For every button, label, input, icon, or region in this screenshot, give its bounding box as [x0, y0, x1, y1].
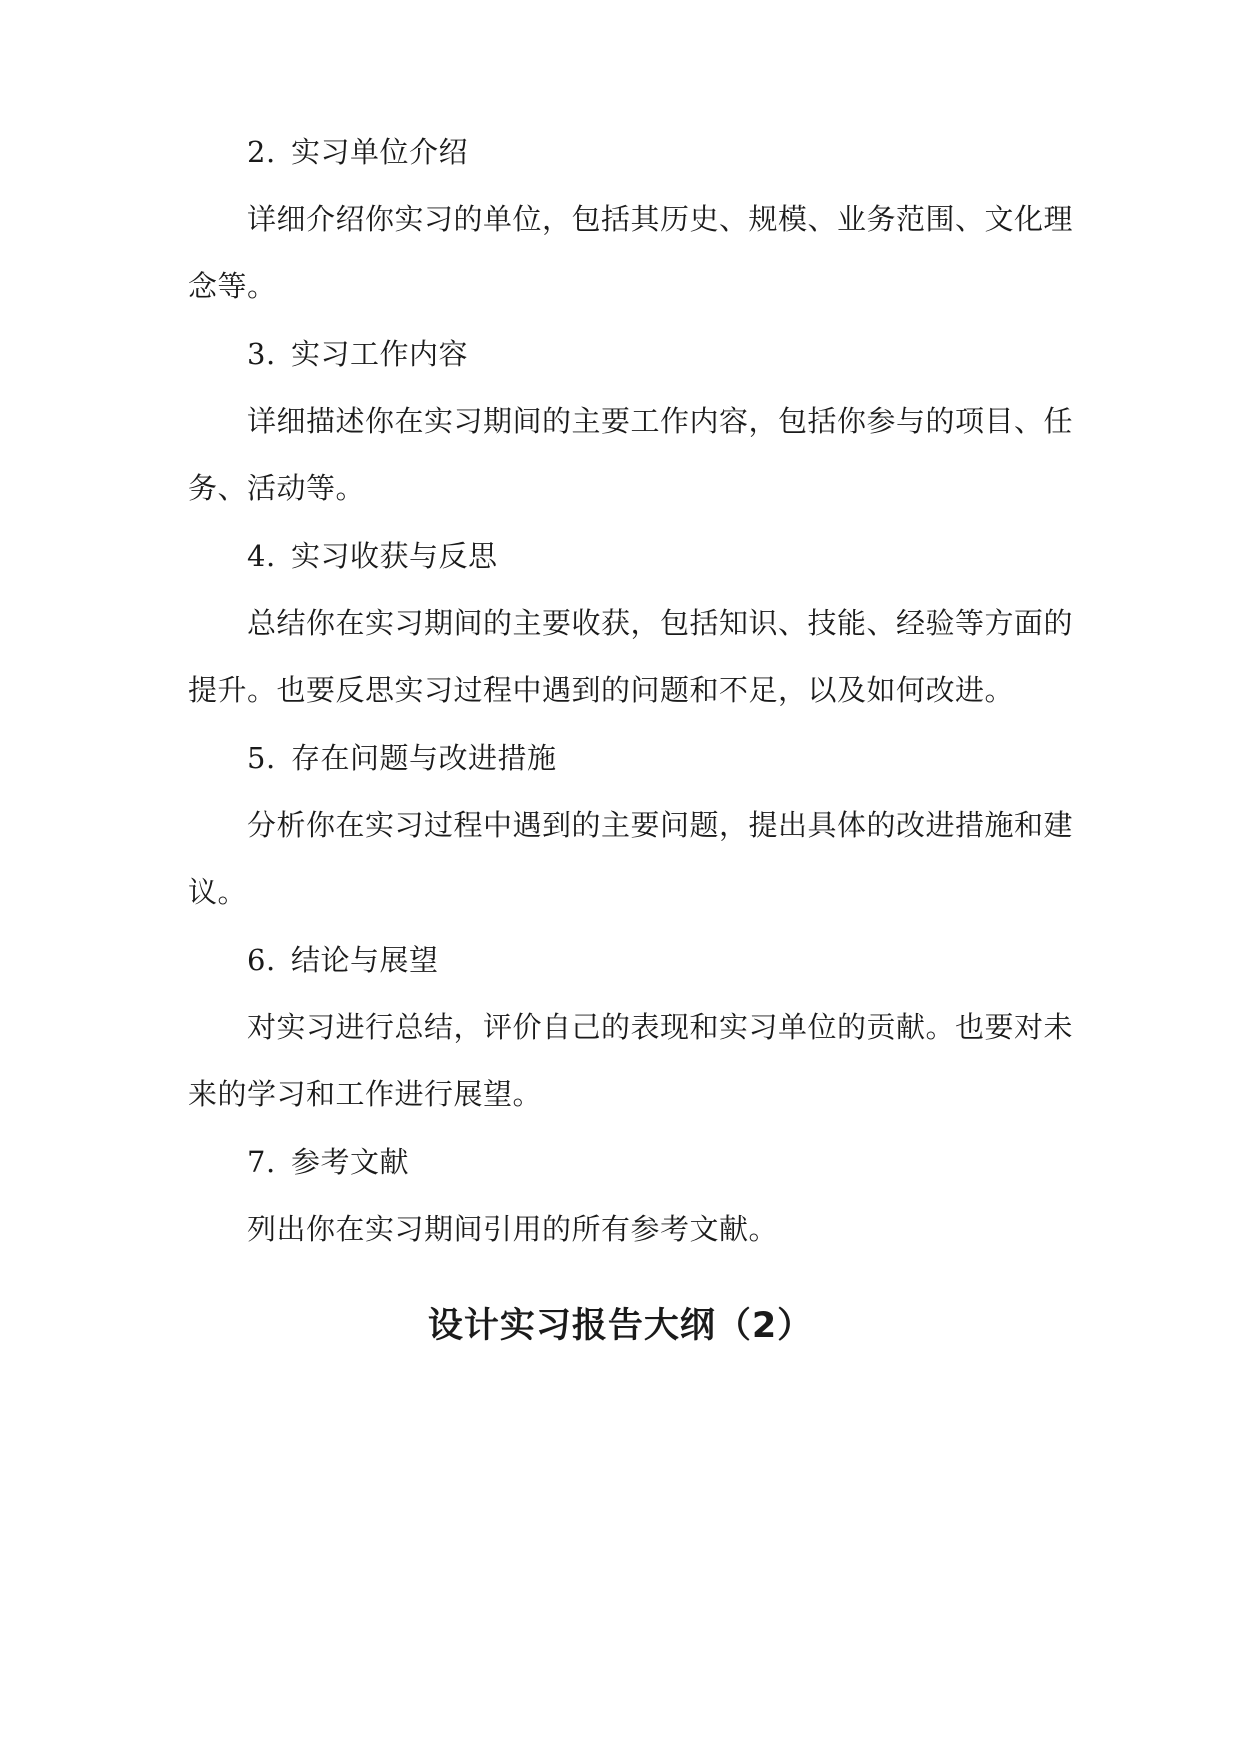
section-number: 7. [247, 1145, 276, 1179]
section-heading [247, 940, 1117, 980]
section-heading [247, 738, 1117, 778]
paragraph-line: 对实习进行总结，评价自己的表现和实习单位的贡献。也要对未 [247, 1010, 1074, 1044]
section-title: 参考文献 [291, 1145, 410, 1179]
paragraph-line: 总结你在实习期间的主要收获，包括知识、技能、经验等方面的 [247, 606, 1074, 640]
section-heading [247, 132, 1117, 172]
document-title: 设计实习报告大纲（2） [427, 1306, 814, 1346]
section-number: 6. [247, 943, 276, 977]
paragraph-line: 列出你在实习期间引用的所有参考文献。 [247, 1212, 779, 1246]
section-title: 结论与展望 [291, 943, 439, 977]
section-heading [247, 536, 1117, 576]
section-number: 5. [247, 741, 276, 775]
section-heading [247, 334, 1117, 374]
section-number: 4. [247, 539, 276, 573]
section-number: 2. [247, 135, 276, 169]
section-title: 实习单位介绍 [291, 135, 469, 169]
paragraph-line: 来的学习和工作进行展望。 [188, 1077, 543, 1111]
section-title: 实习工作内容 [291, 337, 469, 371]
paragraph-line: 提升。也要反思实习过程中遇到的问题和不足，以及如何改进。 [188, 673, 1015, 707]
paragraph-line: 念等。 [188, 269, 277, 303]
paragraph-line: 务、活动等。 [188, 471, 366, 505]
paragraph-line: 详细描述你在实习期间的主要工作内容，包括你参与的项目、任 [247, 404, 1074, 438]
section-title: 存在问题与改进措施 [291, 741, 557, 775]
section-heading [247, 1142, 1117, 1182]
section-number: 3. [247, 337, 276, 371]
paragraph-line: 分析你在实习过程中遇到的主要问题，提出具体的改进措施和建 [247, 808, 1074, 842]
paragraph-line: 议。 [188, 875, 248, 909]
paragraph-line: 详细介绍你实习的单位，包括其历史、规模、业务范围、文化理 [247, 202, 1074, 236]
section-title: 实习收获与反思 [291, 539, 498, 573]
